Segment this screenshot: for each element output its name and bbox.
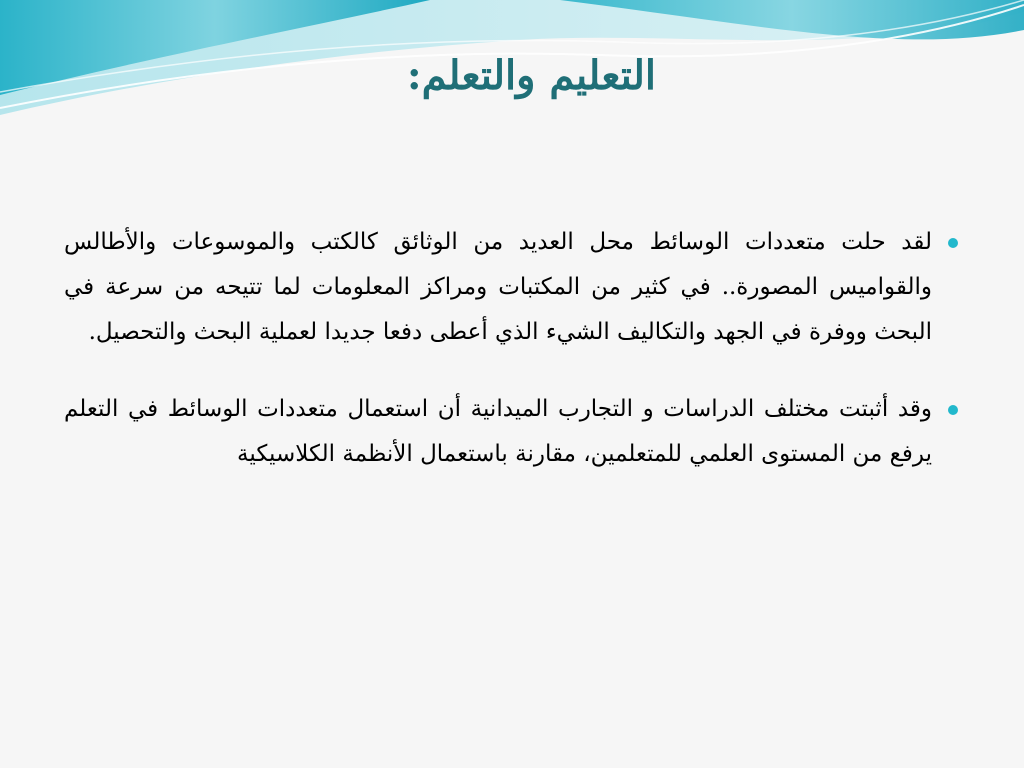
bullet-text: وقد أثبتت مختلف الدراسات و التجارب الميدانية أن استعمال متعددات الوسائط في التعلم يرفع من المستوى العلمي للمتعلمين، مقارنة باستعمال الأنظمة الكلاسيكية <box>64 396 932 467</box>
bullet-item <box>64 220 964 355</box>
slide-title: التعليم والتعلم: <box>406 52 656 99</box>
bullet-list <box>64 220 964 509</box>
bullet-dot-icon <box>948 238 958 248</box>
bullet-dot-icon <box>948 405 958 415</box>
bullet-text: لقد حلت متعددات الوسائط محل العديد من الوثائق كالكتب والموسوعات والأطالس والقواميس المصورة.. في كثير من المكتبات ومراكز المعلومات لما تتيحه من سرعة في البحث ووفرة في الجهد والتكاليف الشيء الذي أعطى دفعا جديدا لعملية البحث والتحصيل. <box>64 229 932 345</box>
bullet-item <box>64 387 964 477</box>
